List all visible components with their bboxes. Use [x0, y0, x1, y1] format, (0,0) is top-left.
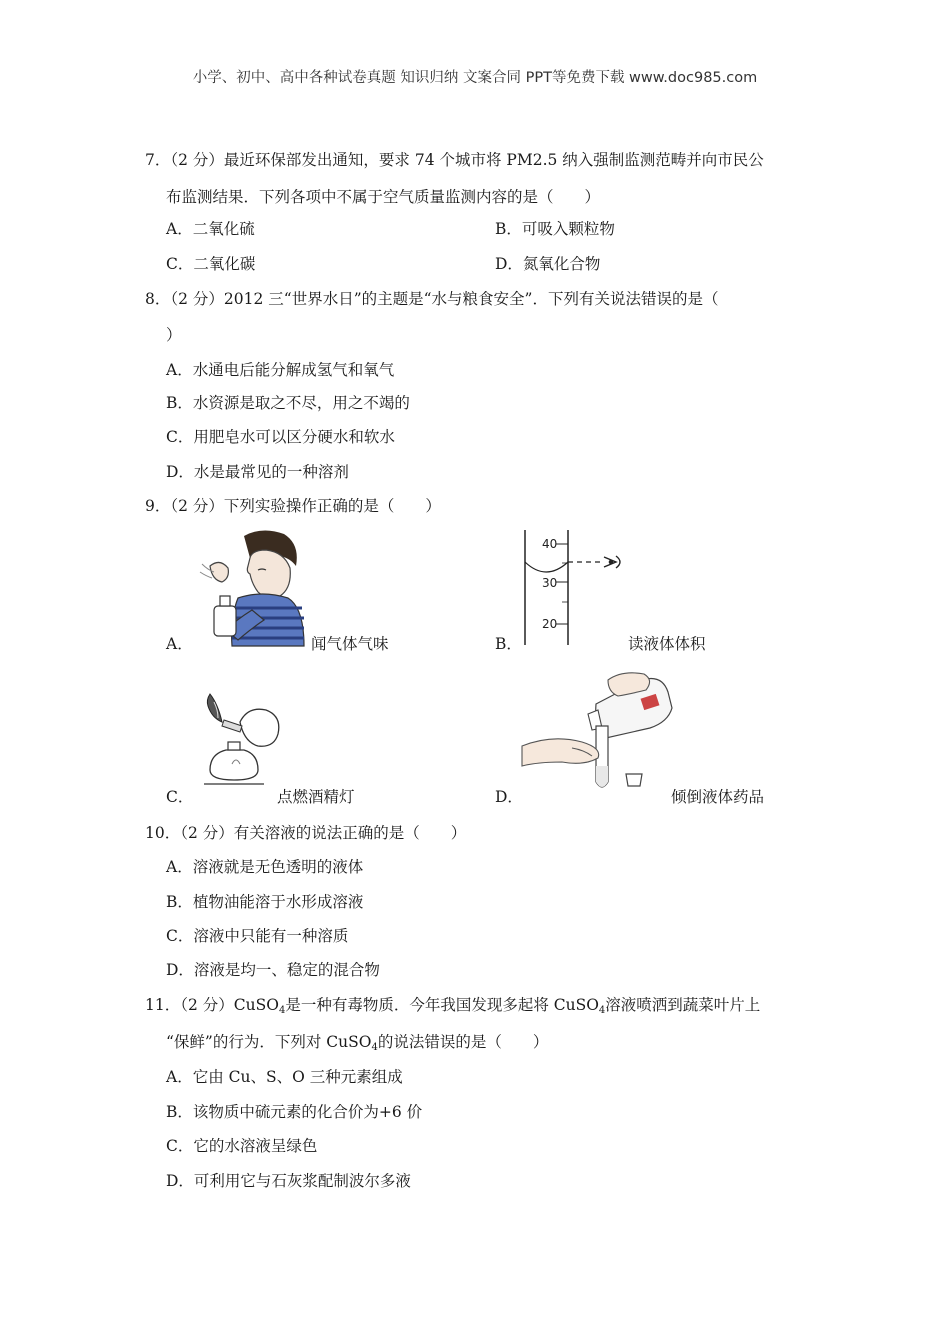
q11-option-d: D．可利用它与石灰浆配制波尔多液	[166, 1172, 411, 1190]
q9-option-b-caption: 读液体体积	[628, 635, 706, 653]
q9-option-a-label: A．	[166, 635, 193, 653]
q10-option-d: D．溶液是均一、稳定的混合物	[166, 961, 380, 979]
q7-option-b: B．可吸入颗粒物	[495, 220, 615, 238]
q11-line2-part-a: “保鲜”的行为．下列对 CuSO	[166, 1033, 372, 1051]
q11-line1-part-b: 是一种有毒物质．今年我国发现多起将 CuSO	[285, 996, 599, 1014]
q8-option-b: B．水资源是取之不尽，用之不竭的	[166, 394, 410, 412]
q11-option-c: C．它的水溶液呈绿色	[166, 1137, 318, 1155]
q8-stem-line1: 8．（2 分）2012 三“世界水日”的主题是“水与粮食安全”．下列有关说法错误的是（	[145, 290, 719, 308]
alcohol-lamp-illustration	[196, 692, 286, 792]
q10-option-a: A．溶液就是无色透明的液体	[166, 858, 364, 876]
cylinder-tick-20: 20	[542, 617, 558, 631]
q9-option-c-label: C．	[166, 788, 194, 806]
page-header: 小学、初中、高中各种试卷真题 知识归纳 文案合同 PPT等免费下载 www.doc985.com	[192, 70, 758, 86]
smell-gas-illustration	[192, 528, 310, 646]
q7-stem-line1: 7．（2 分）最近环保部发出通知，要求 74 个城市将 PM2.5 纳入强制监测范畴并向市民公	[145, 151, 764, 169]
q10-option-c: C．溶液中只能有一种溶质	[166, 927, 349, 945]
eye-icon	[604, 556, 620, 568]
q11-subscript-3: 4	[371, 1042, 378, 1053]
q8-stem-line2: ）	[166, 326, 182, 344]
q7-option-d: D．氮氧化合物	[495, 255, 601, 273]
q8-option-d: D．水是最常见的一种溶剂	[166, 463, 349, 481]
q11-option-a: A．它由 Cu、S、O 三种元素组成	[166, 1068, 403, 1086]
q9-option-d-label: D．	[495, 788, 523, 806]
q9-option-a-caption: 闻气体气味	[311, 635, 389, 653]
q7-option-c: C．二氧化碳	[166, 255, 256, 273]
q8-option-c: C．用肥皂水可以区分硬水和软水	[166, 428, 395, 446]
q11-line1-part-c: 溶液喷洒到蔬菜叶片上	[605, 996, 761, 1014]
q11-option-b: B．该物质中硫元素的化合价为+6 价	[166, 1103, 423, 1121]
q9-option-b-label: B．	[495, 635, 522, 653]
q11-line1-part-a: 11．（2 分）CuSO	[145, 996, 279, 1014]
q11-line2-part-b: 的说法错误的是（ ）	[377, 1033, 549, 1051]
q9-stem: 9．（2 分）下列实验操作正确的是（ ）	[145, 497, 441, 515]
q8-option-a: A．水通电后能分解成氢气和氧气	[166, 361, 395, 379]
q10-option-b: B．植物油能溶于水形成溶液	[166, 893, 364, 911]
cylinder-tick-40: 40	[542, 537, 558, 551]
pour-liquid-illustration	[522, 670, 672, 795]
q7-option-a: A．二氧化硫	[166, 220, 255, 238]
q11-stem-line1	[145, 995, 760, 1021]
q10-stem: 10．（2 分）有关溶液的说法正确的是（ ）	[145, 824, 467, 842]
q11-subscript-1: 4	[278, 1005, 286, 1016]
q9-option-c-caption: 点燃酒精灯	[277, 788, 355, 806]
cylinder-tick-30: 30	[542, 576, 558, 590]
q7-stem-line2: 布监测结果．下列各项中不属于空气质量监测内容的是（ ）	[166, 188, 601, 206]
graduated-cylinder-illustration	[520, 530, 630, 645]
q9-option-d-caption: 倾倒液体药品	[671, 788, 765, 806]
q11-subscript-2: 4	[598, 1005, 606, 1016]
q11-stem-line2	[166, 1032, 548, 1058]
